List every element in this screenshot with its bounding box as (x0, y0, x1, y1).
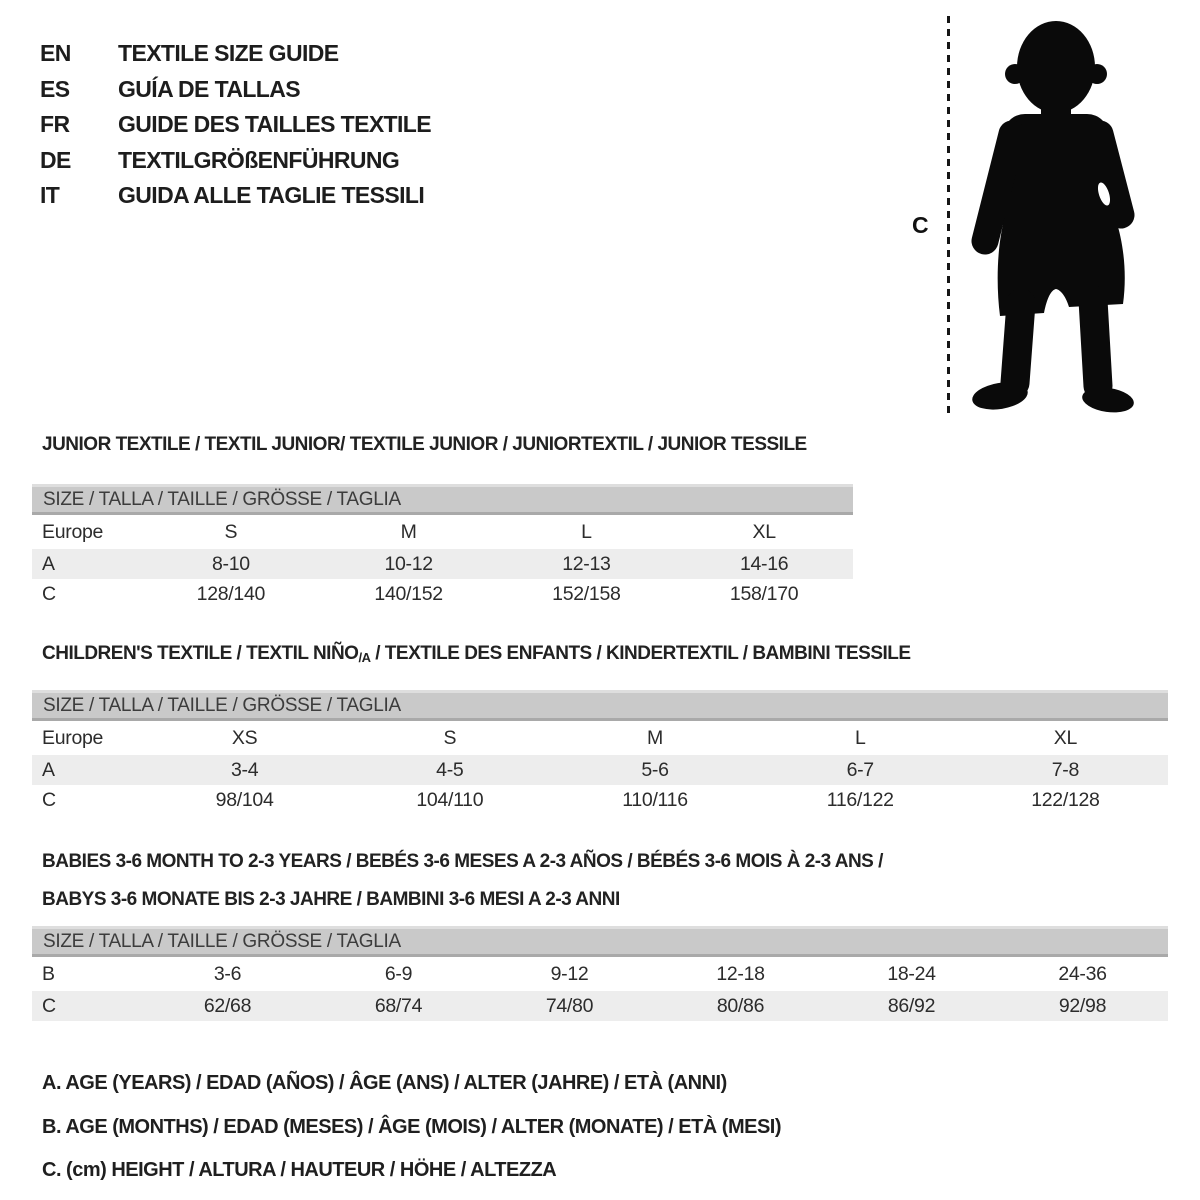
babies-row-b (32, 957, 1168, 991)
junior-row-c-cell: 128/140 (196, 582, 266, 605)
junior-row-c (32, 579, 853, 609)
language-code-en: EN (40, 40, 71, 67)
children-column-xl: XL (1053, 726, 1078, 749)
junior-column-l: L (581, 520, 592, 543)
junior-size-header-band: SIZE / TALLA / TAILLE / GRÖSSE / TAGLIA (32, 484, 853, 515)
language-row-en (40, 36, 431, 72)
note-height-cm: C. (cm) HEIGHT / ALTURA / HAUTEUR / HÖHE / ALTEZZA (42, 1159, 557, 1182)
children-row-c (32, 785, 1168, 815)
junior-size-table (32, 484, 853, 609)
babies-size-header-band: SIZE / TALLA / TAILLE / GRÖSSE / TAGLIA (32, 926, 1168, 957)
children-size-table (32, 690, 1168, 815)
language-title-es: GUÍA DE TALLAS (118, 75, 300, 102)
language-header (40, 36, 431, 214)
height-dashed-line (947, 16, 950, 416)
language-title-de: TEXTILGRÖßENFÜHRUNG (118, 146, 400, 173)
junior-column-s: S (224, 520, 238, 543)
language-code-de: DE (40, 146, 71, 173)
children-column-l: L (854, 726, 866, 749)
children-title-after: / TEXTILE DES ENFANTS / KINDERTEXTIL / BAMBINI TESSILE (370, 643, 911, 664)
babies-row-c-cell: 86/92 (887, 994, 936, 1017)
children-section-title (42, 643, 911, 665)
babies-row-b-cell: 6-9 (384, 962, 413, 985)
junior-region-label: Europe (42, 520, 104, 543)
babies-row-c-label: C (42, 994, 56, 1017)
children-title-before: CHILDREN'S TEXTILE / TEXTIL NIÑO (42, 643, 359, 664)
children-row-c-cell: 116/122 (826, 788, 894, 811)
babies-row-c-cell: 80/86 (716, 994, 765, 1017)
children-row-a-cell: 7-8 (1051, 758, 1080, 781)
babies-row-b-cell: 3-6 (213, 962, 242, 985)
babies-row-c-cell: 74/80 (545, 994, 594, 1017)
children-size-header-band: SIZE / TALLA / TAILLE / GRÖSSE / TAGLIA (32, 690, 1168, 721)
note-age-years: A. AGE (YEARS) / EDAD (AÑOS) / ÂGE (ANS) / ALTER (JAHRE) / ETÀ (ANNI) (42, 1072, 727, 1095)
children-row-a-cell: 6-7 (846, 758, 874, 781)
children-row-a (32, 755, 1168, 785)
junior-row-a-label: A (42, 552, 55, 575)
junior-row-a-cell: 8-10 (211, 552, 250, 575)
babies-row-b-cell: 12-18 (716, 962, 765, 985)
junior-row-a (32, 549, 853, 579)
language-code-it: IT (40, 182, 60, 209)
toddler-silhouette-icon (956, 20, 1142, 422)
children-row-c-cell: 122/128 (1031, 788, 1100, 811)
children-row-c-cell: 104/110 (416, 788, 484, 811)
children-row-a-cell: 3-4 (230, 758, 259, 781)
junior-row-c-cell: 140/152 (374, 582, 443, 605)
babies-row-c-cell: 92/98 (1058, 994, 1107, 1017)
junior-column-m: M (400, 520, 417, 543)
babies-row-b-cell: 24-36 (1058, 962, 1107, 985)
children-column-xs: XS (231, 726, 258, 749)
junior-row-a-cell: 12-13 (562, 552, 611, 575)
language-row-es (40, 72, 431, 108)
language-row-it (40, 178, 431, 214)
children-columns-row (32, 721, 1168, 755)
height-measure-label: C (912, 212, 929, 238)
junior-section-title: JUNIOR TEXTILE / TEXTIL JUNIOR/ TEXTILE JUNIOR / JUNIORTEXTIL / JUNIOR TESSILE (42, 434, 807, 455)
babies-size-table (32, 926, 1168, 1021)
junior-row-c-cell: 158/170 (729, 582, 799, 605)
children-column-s: S (443, 726, 457, 749)
note-age-months: B. AGE (MONTHS) / EDAD (MESES) / ÂGE (MOIS) / ALTER (MONATE) / ETÀ (MESI) (42, 1115, 782, 1138)
children-title-sub: /A (358, 650, 371, 665)
legend-notes (42, 1062, 781, 1193)
babies-row-b-cell: 18-24 (887, 962, 936, 985)
babies-section-title-line2: BABYS 3-6 MONATE BIS 2-3 JAHRE / BAMBINI 3-6 MESI A 2-3 ANNI (42, 889, 620, 910)
children-row-a-cell: 4-5 (436, 758, 464, 781)
toddler-shape (970, 21, 1135, 416)
language-code-es: ES (40, 75, 70, 102)
children-row-a-cell: 5-6 (641, 758, 669, 781)
babies-section-title-line1: BABIES 3-6 MONTH TO 2-3 YEARS / BEBÉS 3-6 MESES A 2-3 AÑOS / BÉBÉS 3-6 MOIS À 2-3 ANS / (42, 851, 883, 872)
junior-row-a-cell: 10-12 (384, 552, 433, 575)
language-title-en: TEXTILE SIZE GUIDE (118, 40, 339, 67)
language-title-it: GUIDA ALLE TAGLIE TESSILI (118, 182, 425, 209)
language-row-de (40, 143, 431, 179)
children-region-label: Europe (42, 726, 104, 749)
children-row-a-label: A (42, 758, 55, 781)
children-row-c-cell: 98/104 (215, 788, 274, 811)
junior-row-c-cell: 152/158 (552, 582, 621, 605)
junior-row-a-cell: 14-16 (739, 552, 789, 575)
children-column-m: M (647, 726, 663, 749)
babies-row-b-label: B (42, 962, 55, 985)
language-code-fr: FR (40, 111, 70, 138)
babies-row-c (32, 991, 1168, 1021)
children-row-c-label: C (42, 788, 56, 811)
babies-row-c-cell: 68/74 (374, 994, 423, 1017)
junior-column-xl: XL (752, 520, 776, 543)
babies-row-b-cell: 9-12 (550, 962, 589, 985)
babies-row-c-cell: 62/68 (203, 994, 252, 1017)
language-row-fr (40, 107, 431, 143)
children-row-c-cell: 110/116 (622, 788, 688, 811)
junior-columns-row (32, 515, 853, 549)
language-title-fr: GUIDE DES TAILLES TEXTILE (118, 111, 431, 138)
junior-row-c-label: C (42, 582, 56, 605)
